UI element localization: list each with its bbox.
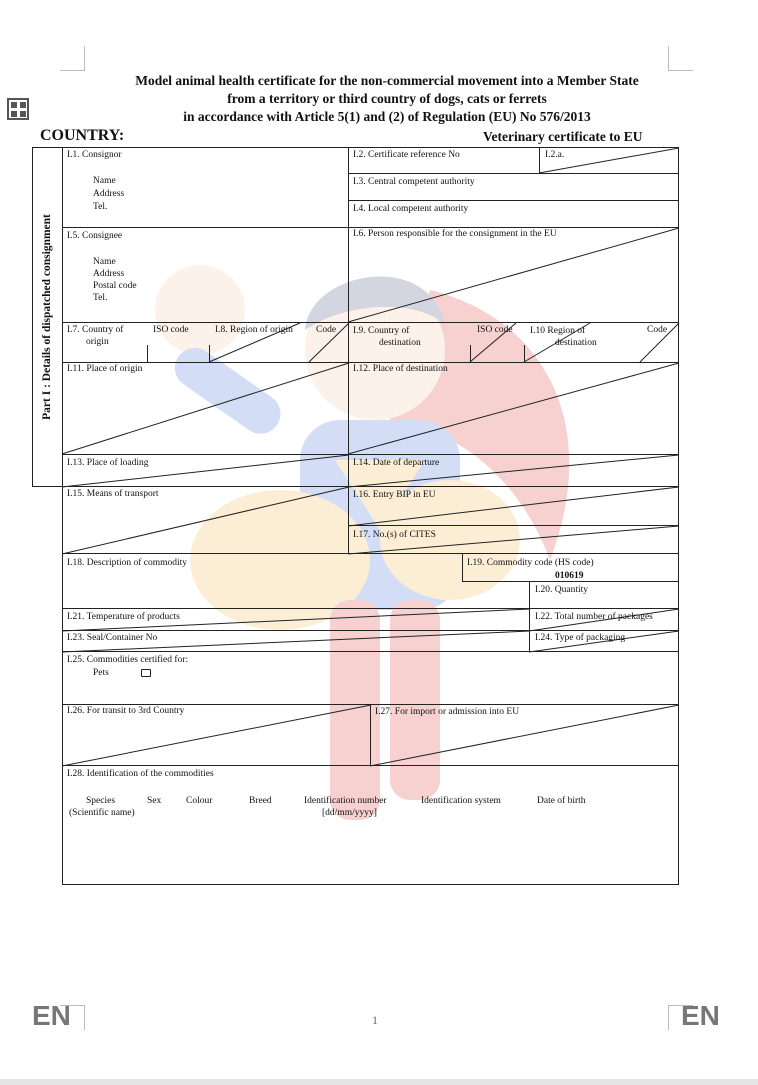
dest-iso-divider [470, 345, 471, 362]
corner-mark [668, 46, 693, 71]
consignor-label: I.1. Consignor [67, 150, 122, 160]
identification-label: I.28. Identification of the commodities [67, 769, 214, 779]
certificate-title-line2: from a territory or third country of dogs, cats or ferrets [227, 91, 547, 106]
id-column-header: Date of birth [537, 796, 586, 806]
id-column-header: Identification number [304, 796, 387, 806]
country-origin-label: I.7. Country of [67, 325, 124, 335]
quantity-label: I.20. Quantity [535, 585, 589, 595]
import-label: I.27. For import or admission into EU [375, 707, 520, 717]
dest-code-label: Code [647, 325, 668, 335]
consignee-address-label: Address [93, 269, 125, 279]
certificate-type-label: Veterinary certificate to EU [483, 129, 643, 144]
entry-bip-label: I.16. Entry BIP in EU [353, 490, 436, 500]
place-origin-label: I.11. Place of origin [67, 364, 143, 374]
consignor-address-label: Address [93, 189, 125, 199]
place-loading-label: I.13. Place of loading [67, 458, 149, 468]
dest-iso-code-label: ISO code [477, 325, 513, 335]
cites-label: I.17. No.(s) of CITES [353, 530, 436, 540]
certificate-title-line3: in accordance with Article 5(1) and (2) of Regulation (EU) No 576/2013 [183, 109, 591, 124]
id-column-header: Sex [147, 796, 162, 806]
consignor-name-label: Name [93, 176, 116, 186]
origin-iso-code-label: ISO code [153, 325, 189, 335]
consignee-name-label: Name [93, 257, 116, 267]
page-number: 1 [372, 1013, 378, 1027]
place-destination-cell[interactable] [348, 362, 679, 455]
country-origin-label-2: origin [86, 337, 109, 347]
language-code-right: EN [681, 1000, 720, 1031]
language-code-left: EN [32, 1000, 71, 1031]
id-column-header: Species [86, 796, 116, 806]
seal-label: I.23. Seal/Container No [67, 633, 158, 643]
total-packages-label: I.22. Total number of packages [535, 612, 653, 622]
country-dest-label-2: destination [379, 338, 421, 348]
person-responsible-label: I.6. Person responsible for the consignment in the EU [353, 229, 557, 239]
commodity-code-label: I.19. Commodity code (HS code) [467, 558, 594, 568]
region-dest-label: I.10 Region of [530, 326, 586, 336]
pets-label: Pets [93, 668, 109, 678]
country-dest-label: I.9. Country of [353, 326, 410, 336]
hs-code-value: 010619 [555, 571, 584, 581]
consignee-postal-label: Postal code [93, 281, 137, 291]
cert-ref-label: I.2. Certificate reference No [353, 150, 460, 160]
central-authority-label: I.3. Central competent authority [353, 177, 475, 187]
certificate-title-line1: Model animal health certificate for the non-commercial movement into a Member State [135, 73, 639, 88]
region-dest-label-2: destination [555, 338, 597, 348]
part-one-side-label: Part I : Details of dispatched consignment [41, 214, 53, 420]
corner-mark [60, 46, 85, 71]
consignee-tel-label: Tel. [93, 293, 108, 303]
identification-cell[interactable] [62, 765, 679, 885]
id-column-header: Identification system [421, 796, 501, 806]
pets-checkbox[interactable] [141, 669, 151, 677]
country-label: COUNTRY: [40, 127, 125, 144]
origin-iso-divider [147, 345, 148, 362]
place-dest-label: I.12. Place of destination [353, 364, 448, 374]
certified-for-label: I.25. Commodities certified for: [67, 655, 189, 665]
dest-region-divider [524, 345, 525, 362]
consignor-tel-label: Tel. [93, 202, 108, 212]
temperature-label: I.21. Temperature of products [67, 612, 180, 622]
id-dob-format-subheader: [dd/mm/yyyy] [322, 808, 377, 818]
region-origin-label: I.8. Region of origin [215, 325, 293, 335]
packaging-label: I.24. Type of packaging [535, 633, 626, 643]
description-label: I.18. Description of commodity [67, 558, 188, 568]
transit-label: I.26. For transit to 3rd Country [67, 706, 185, 716]
id-column-header: Colour [186, 796, 213, 806]
consignee-label: I.5. Consignee [67, 231, 123, 241]
origin-region-divider [209, 345, 210, 362]
place-origin-cell[interactable] [62, 362, 349, 455]
cert-ref-a-label: I.2.a. [545, 150, 565, 160]
person-responsible-cell[interactable] [348, 227, 679, 323]
local-authority-label: I.4. Local competent authority [353, 204, 469, 214]
date-departure-label: I.14. Date of departure [353, 458, 440, 468]
means-transport-label: I.15. Means of transport [67, 489, 159, 499]
origin-code-label: Code [316, 325, 337, 335]
bottom-scrollbar[interactable] [0, 1079, 758, 1085]
id-species-subheader: (Scientific name) [69, 808, 135, 818]
id-column-header: Breed [249, 796, 272, 806]
